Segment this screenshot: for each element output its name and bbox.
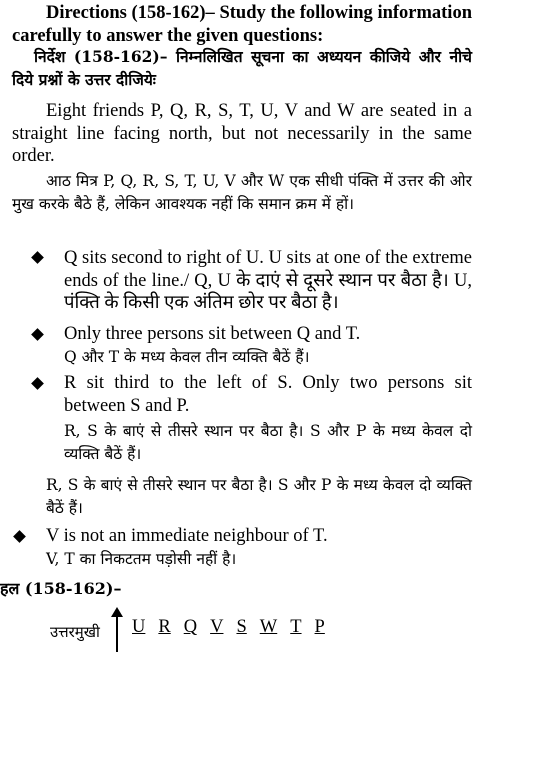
- bullet-icon: [31, 328, 44, 341]
- seat-letter: R: [158, 617, 171, 637]
- seat-letter: S: [236, 617, 247, 637]
- solution-heading: हल (158-162)–: [0, 579, 122, 598]
- directions-english: Directions (158-162)– Study the following information carefully to answer the given questions:: [12, 3, 472, 46]
- seating-arrangement: [132, 617, 325, 638]
- clue-2-english: Only three persons sit between Q and T.: [64, 324, 361, 344]
- clue-2-hindi: Q और T के मध्य केवल तीन व्यक्ति बैठें हैं।: [64, 348, 310, 366]
- intro-english: Eight friends P, Q, R, S, T, U, V and W are seated in a straight line facing north, but not necessarily in the same order.: [12, 101, 472, 166]
- intro-hindi: आठ मित्र P, Q, R, S, T, U, V और W एक सीधी पंक्ति में उत्तर की ओर मुख करके बैठे हैं, लेकिन आवश्यक नहीं कि समान क्रम में हों।: [12, 172, 472, 213]
- clue-1-text: Q sits second to right of U. U sits at one of the extreme ends of the line./ Q, U के दाएं से दूसरे स्थान पर बैठा है। U, पंक्ति के किसी एक अंतिम छोर पर बैठा है।: [64, 248, 472, 313]
- seat-letter: Q: [183, 617, 198, 637]
- clue-4-english: V is not an immediate neighbour of T.: [46, 526, 328, 546]
- seat-letter: V: [210, 617, 224, 637]
- clue-3-english: R sit third to the left of S. Only two persons sit between S and P.: [64, 373, 472, 416]
- clue-3-hindi: R, S के बाएं से तीसरे स्थान पर बैठा है। S और P के मध्य केवल दो व्यक्ति बैठें हैं।: [64, 422, 472, 463]
- bullet-icon: [31, 377, 44, 390]
- seat-letter: P: [314, 617, 325, 637]
- facing-north-label: उत्तरमुखी: [50, 623, 100, 641]
- clue-4-hindi: V, T का निकटतम पड़ोसी नहीं है।: [46, 550, 237, 568]
- seat-letter: T: [290, 617, 302, 637]
- repeated-hindi-text: R, S के बाएं से तीसरे स्थान पर बैठा है। S और P के मध्य केवल दो व्यक्ति बैठें हैं।: [46, 476, 472, 517]
- seat-letter: W: [259, 617, 278, 637]
- directions-hindi: निर्देश (158-162)– निम्नलिखित सूचना का अध्ययन कीजिये और नीचे दिये प्रश्नों के उत्तर दीजियेः: [12, 47, 472, 89]
- seat-letter: U: [132, 617, 146, 637]
- bullet-icon: [13, 530, 26, 543]
- north-arrow-shaft: [116, 612, 118, 652]
- bullet-icon: [31, 251, 44, 264]
